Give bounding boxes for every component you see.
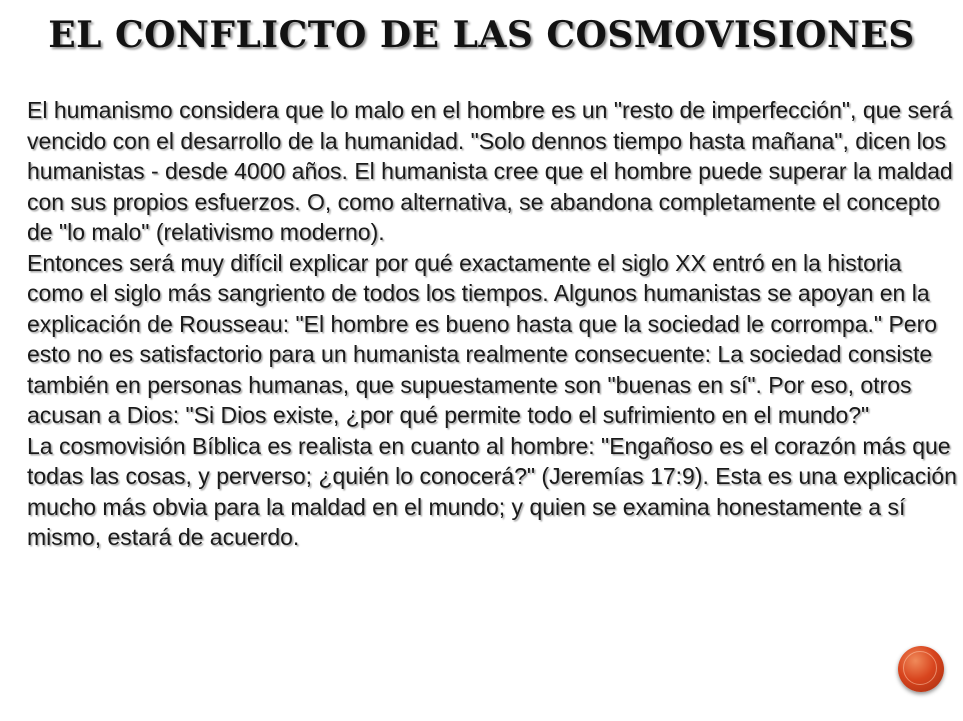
paragraph-twentieth-century: Entonces será muy difícil explicar por qué exactamente el siglo XX entró en la historia como el siglo más sangriento de todos los tiempos. Algunos humanistas se apoyan en la explicación de Rousseau: "El hombre es bueno hasta que la sociedad le corrompa." Pero esto no es satisfactorio para un humanista realmente consecuente: La sociedad consiste también en personas humanas, que supuestamente son "buenas en sí". Por eso, otros acusan a Dios: "Si Dios existe, ¿por qué permite todo el sufrimiento en el mundo?" [27,249,938,428]
slide-title: EL CONFLICTO DE LAS COSMOVISIONES [48,14,915,56]
circle-button-icon [903,651,937,685]
slide-body [27,95,962,553]
paragraph-biblical-worldview: La cosmovisión Bíblica es realista en cuanto al hombre: "Engañoso es el corazón más que todas las cosas, y perverso; ¿quién lo conocerá?" (Jeremías 17:9). Esta es una explicación mucho más obvia para la maldad en el mundo; y quien se examina honestamente a sí mismo, estará de acuerdo. [27,432,957,550]
next-slide-button[interactable] [898,646,944,692]
paragraph-humanism: El humanismo considera que lo malo en el hombre es un "resto de imperfección", que será vencido con el desarrollo de la humanidad. "Solo dennos tiempo hasta mañana", dicen los humanistas - desde 4000 años. El humanista cree que el hombre puede superar la maldad con sus propios esfuerzos. O, como alternativa, se abandona completamente el concepto de "lo malo" (relativismo moderno). [27,97,953,245]
